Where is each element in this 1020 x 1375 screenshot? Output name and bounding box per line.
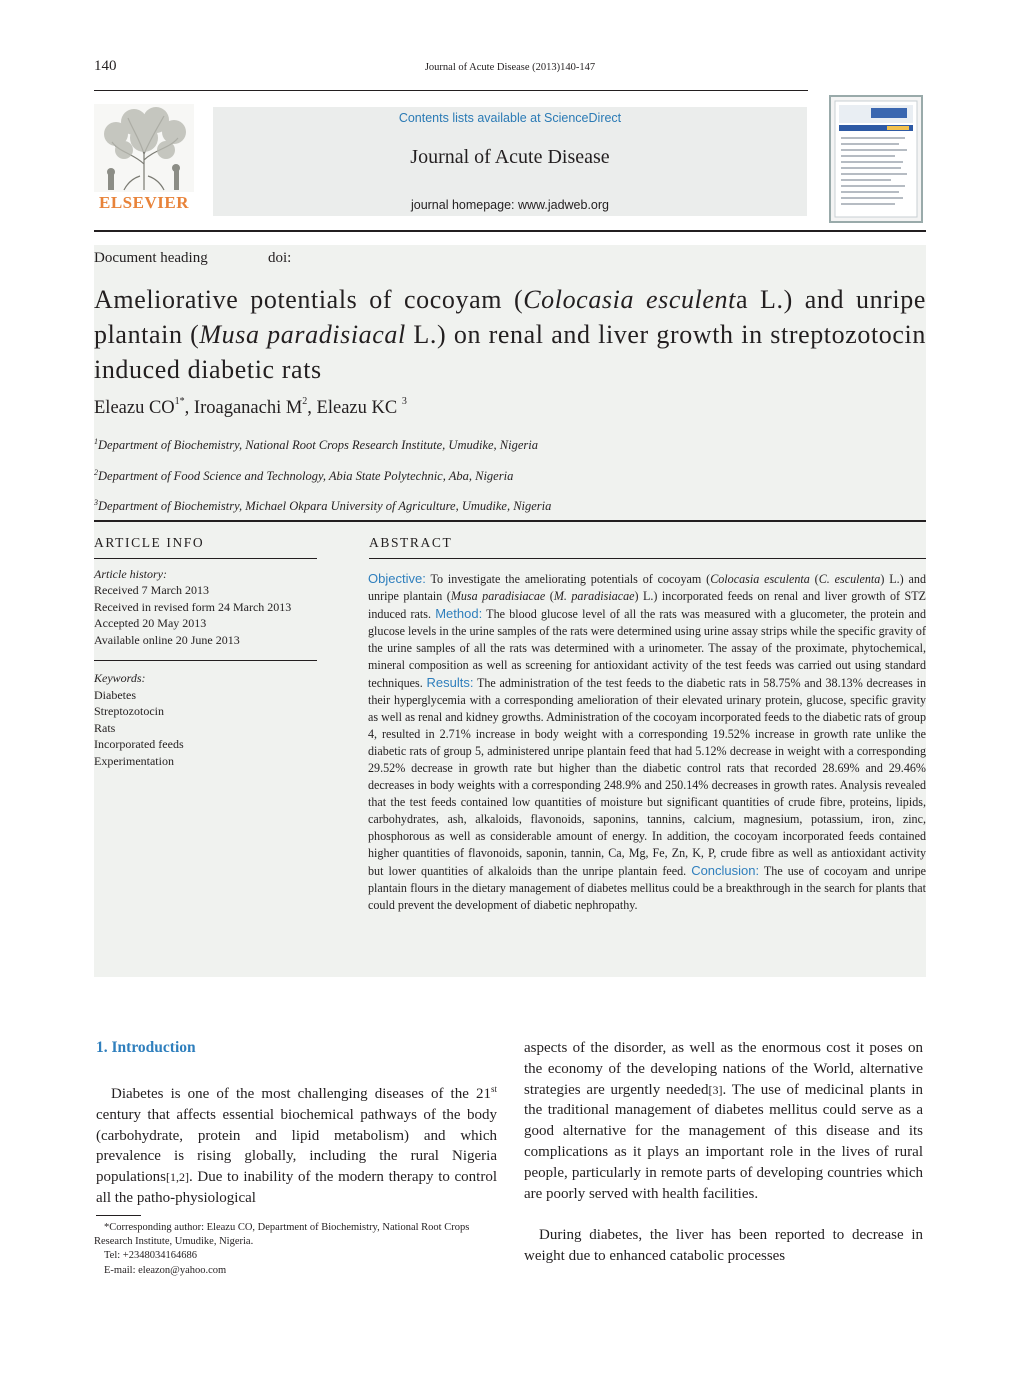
liver-paragraph: During diabetes, the liver has been reported to decrease in weight due to enhanced catabolic processes [524, 1227, 923, 1264]
keyword-item: Diabetes [94, 688, 136, 702]
article-info-heading: ARTICLE INFO [94, 535, 205, 550]
author-list: Eleazu $CO^{1*}$, Iroaganachi $M^2$, Eleazu KC $^3$ [94, 396, 407, 418]
introduction-heading: 1. Introduction [96, 1039, 196, 1056]
doi-label: doi: [268, 250, 292, 266]
article-info-rule [94, 558, 317, 559]
elsevier-wordmark: ELSEVIER [99, 193, 189, 212]
objective-label: Objective: [368, 571, 426, 586]
affiliation-3: $^3$Department of Biochemistry, Michael Okpara University of Agriculture, Umudike, Nigeria [94, 498, 552, 513]
keyword-item: Streptozotocin [94, 704, 164, 718]
document-heading-label: Document heading [94, 250, 208, 266]
method-label: Method: [435, 606, 483, 621]
intro-paragraph-right: aspects of the disorder, as well as the enormous cost it poses on the economy of the developing nations of the World, alternative strategies are urgently needed[3]. The use of medicinal plants in the traditional management of diabetes mellitus could serve as a good alternative for the management of this disease and its complications as it plays an important role in the lives of rural people, particularly in remote parts of developing countries which are poorly served with health facilities. [524, 1040, 923, 1202]
results-label: Results: [426, 675, 474, 690]
citation-link[interactable]: [3] [708, 1082, 723, 1097]
telephone-note: Tel: +2348034164686 [104, 1250, 197, 1261]
corresponding-author-note: *Corresponding author: Eleazu CO, Department of Biochemistry, National Root Crops Research Institute, Umudike, Nigeria. [94, 1222, 470, 1247]
top-rule [94, 90, 808, 91]
footnote-rule [96, 1215, 141, 1216]
journal-cover-icon [829, 95, 923, 223]
keyword-item: Rats [94, 721, 116, 735]
abstract-rule [369, 558, 926, 559]
abstract-body: Objective: To investigate the ameliorating potentials of cocoyam (Colocasia esculenta (C. esculenta) L.) and unripe plantain (Musa paradisiacae (M. paradisiacae) L.) incorporated feeds on renal and liver growth of STZ induced rats. Method: The blood glucose level of all the rats was measured with a glucometer, the protein and glucose levels in the urine samples of the rats were determined using urine assay strips while the specific gravity of the urine samples of all the rats was determined with a urinometer. The assay of the proximate, phytochemical, mineral composition as well as screening for antioxidant activity of the test feeds was carried out using standard techniques. Results: The administration of the test feeds to the diabetic rats in 58.75% and 38.13% decreases in their hyperglycemia with a corresponding amelioration of their elevated urinary protein, glucose, specific gravity as well as renal and kidney growths. Administration of the cocoyam incorporated feeds to the diabetic rats of group 4, resulted in 2.71% increase in body weight with a corresponding 19.52% increase in growth rate unlike the diabetic rats of group 5, administered unripe plantain feed that had 5.12% decrease in weight with a corresponding 29.52% decrease in growth rate but higher than the diabetic control rats that recorded 28.69% and 29.46% decreases in body weights with a corresponding 248.9% and 250.14% decreases in growth rates. Analysis revealed that the test feeds contained low quantities of moisture but significant quantities of crude fibre, proteins, lipids, carbohydrates, ash, alkaloids, flavonoids, saponins, tannins, calcium, magnesium, potassium, iron, zinc, phosphorous as well as considerable amount of energy. In addition, the cocoyam incorporated feeds contained higher quantities of flavonoids, saponin, tannin, Ca, Mg, Fe, Zn, K, P, crude fibre as well as antioxidant activity but lower quantities of alkaloids than the unripe plantain feed. Conclusion: The use of cocoyam and unripe plantain flours in the dietary management of diabetes mellitus could be a breakthrough in the search for plants that could prevent the development of diabetic nephropathy. [368, 571, 926, 912]
section-rule [94, 520, 926, 522]
keywords-label: Keywords: [94, 671, 146, 685]
keywords-rule [94, 660, 317, 661]
journal-name: Journal of Acute Disease [410, 146, 610, 168]
history-online: Available online 20 June 2013 [94, 633, 240, 647]
citation-link[interactable]: [1,2] [166, 1170, 189, 1185]
history-revised: Received in revised form 24 March 2013 [94, 600, 292, 614]
page-number: 140 [94, 58, 117, 74]
abstract-heading: ABSTRACT [369, 535, 453, 550]
article-title: Ameliorative potentials of cocoyam (Colocasia esculenta L.) and unripe plantain (Musa paradisiacal L.) on renal and liver growth in streptozotocin induced diabetic rats [94, 285, 926, 384]
history-received: Received 7 March 2013 [94, 583, 209, 597]
affiliation-2: $^2$Department of Food Science and Technology, Abia State Polytechnic, Aba, Nigeria [94, 468, 514, 483]
keyword-item: Incorporated feeds [94, 737, 184, 751]
intro-paragraph-left: Diabetes is one of the most challenging diseases of the 21st century that affects essential biochemical pathways of the body (carbohydrate, protein and lipid metabolism) and which prevalence is rising globally, including the rural Nigeria populations[1,2]. Due to inability of the modern therapy to control all the patho-physiological [96, 1084, 497, 1206]
conclusion-label: Conclusion: [691, 863, 760, 878]
journal-homepage-link[interactable]: journal homepage: www.jadweb.org [410, 198, 610, 212]
running-head: Journal of Acute Disease (2013)140-147 [424, 62, 596, 73]
article-history-label: Article history: [94, 567, 167, 581]
keyword-item: Experimentation [94, 754, 174, 768]
email-link[interactable]: E-mail: eleazon@yahoo.com [104, 1265, 227, 1276]
history-accepted: Accepted 20 May 2013 [94, 616, 207, 630]
affiliation-1: $^1$Department of Biochemistry, National Root Crops Research Institute, Umudike, Nigeria [94, 437, 538, 452]
sciencedirect-link[interactable]: Contents lists available at ScienceDirect [398, 111, 622, 125]
masthead-rule [94, 230, 926, 232]
